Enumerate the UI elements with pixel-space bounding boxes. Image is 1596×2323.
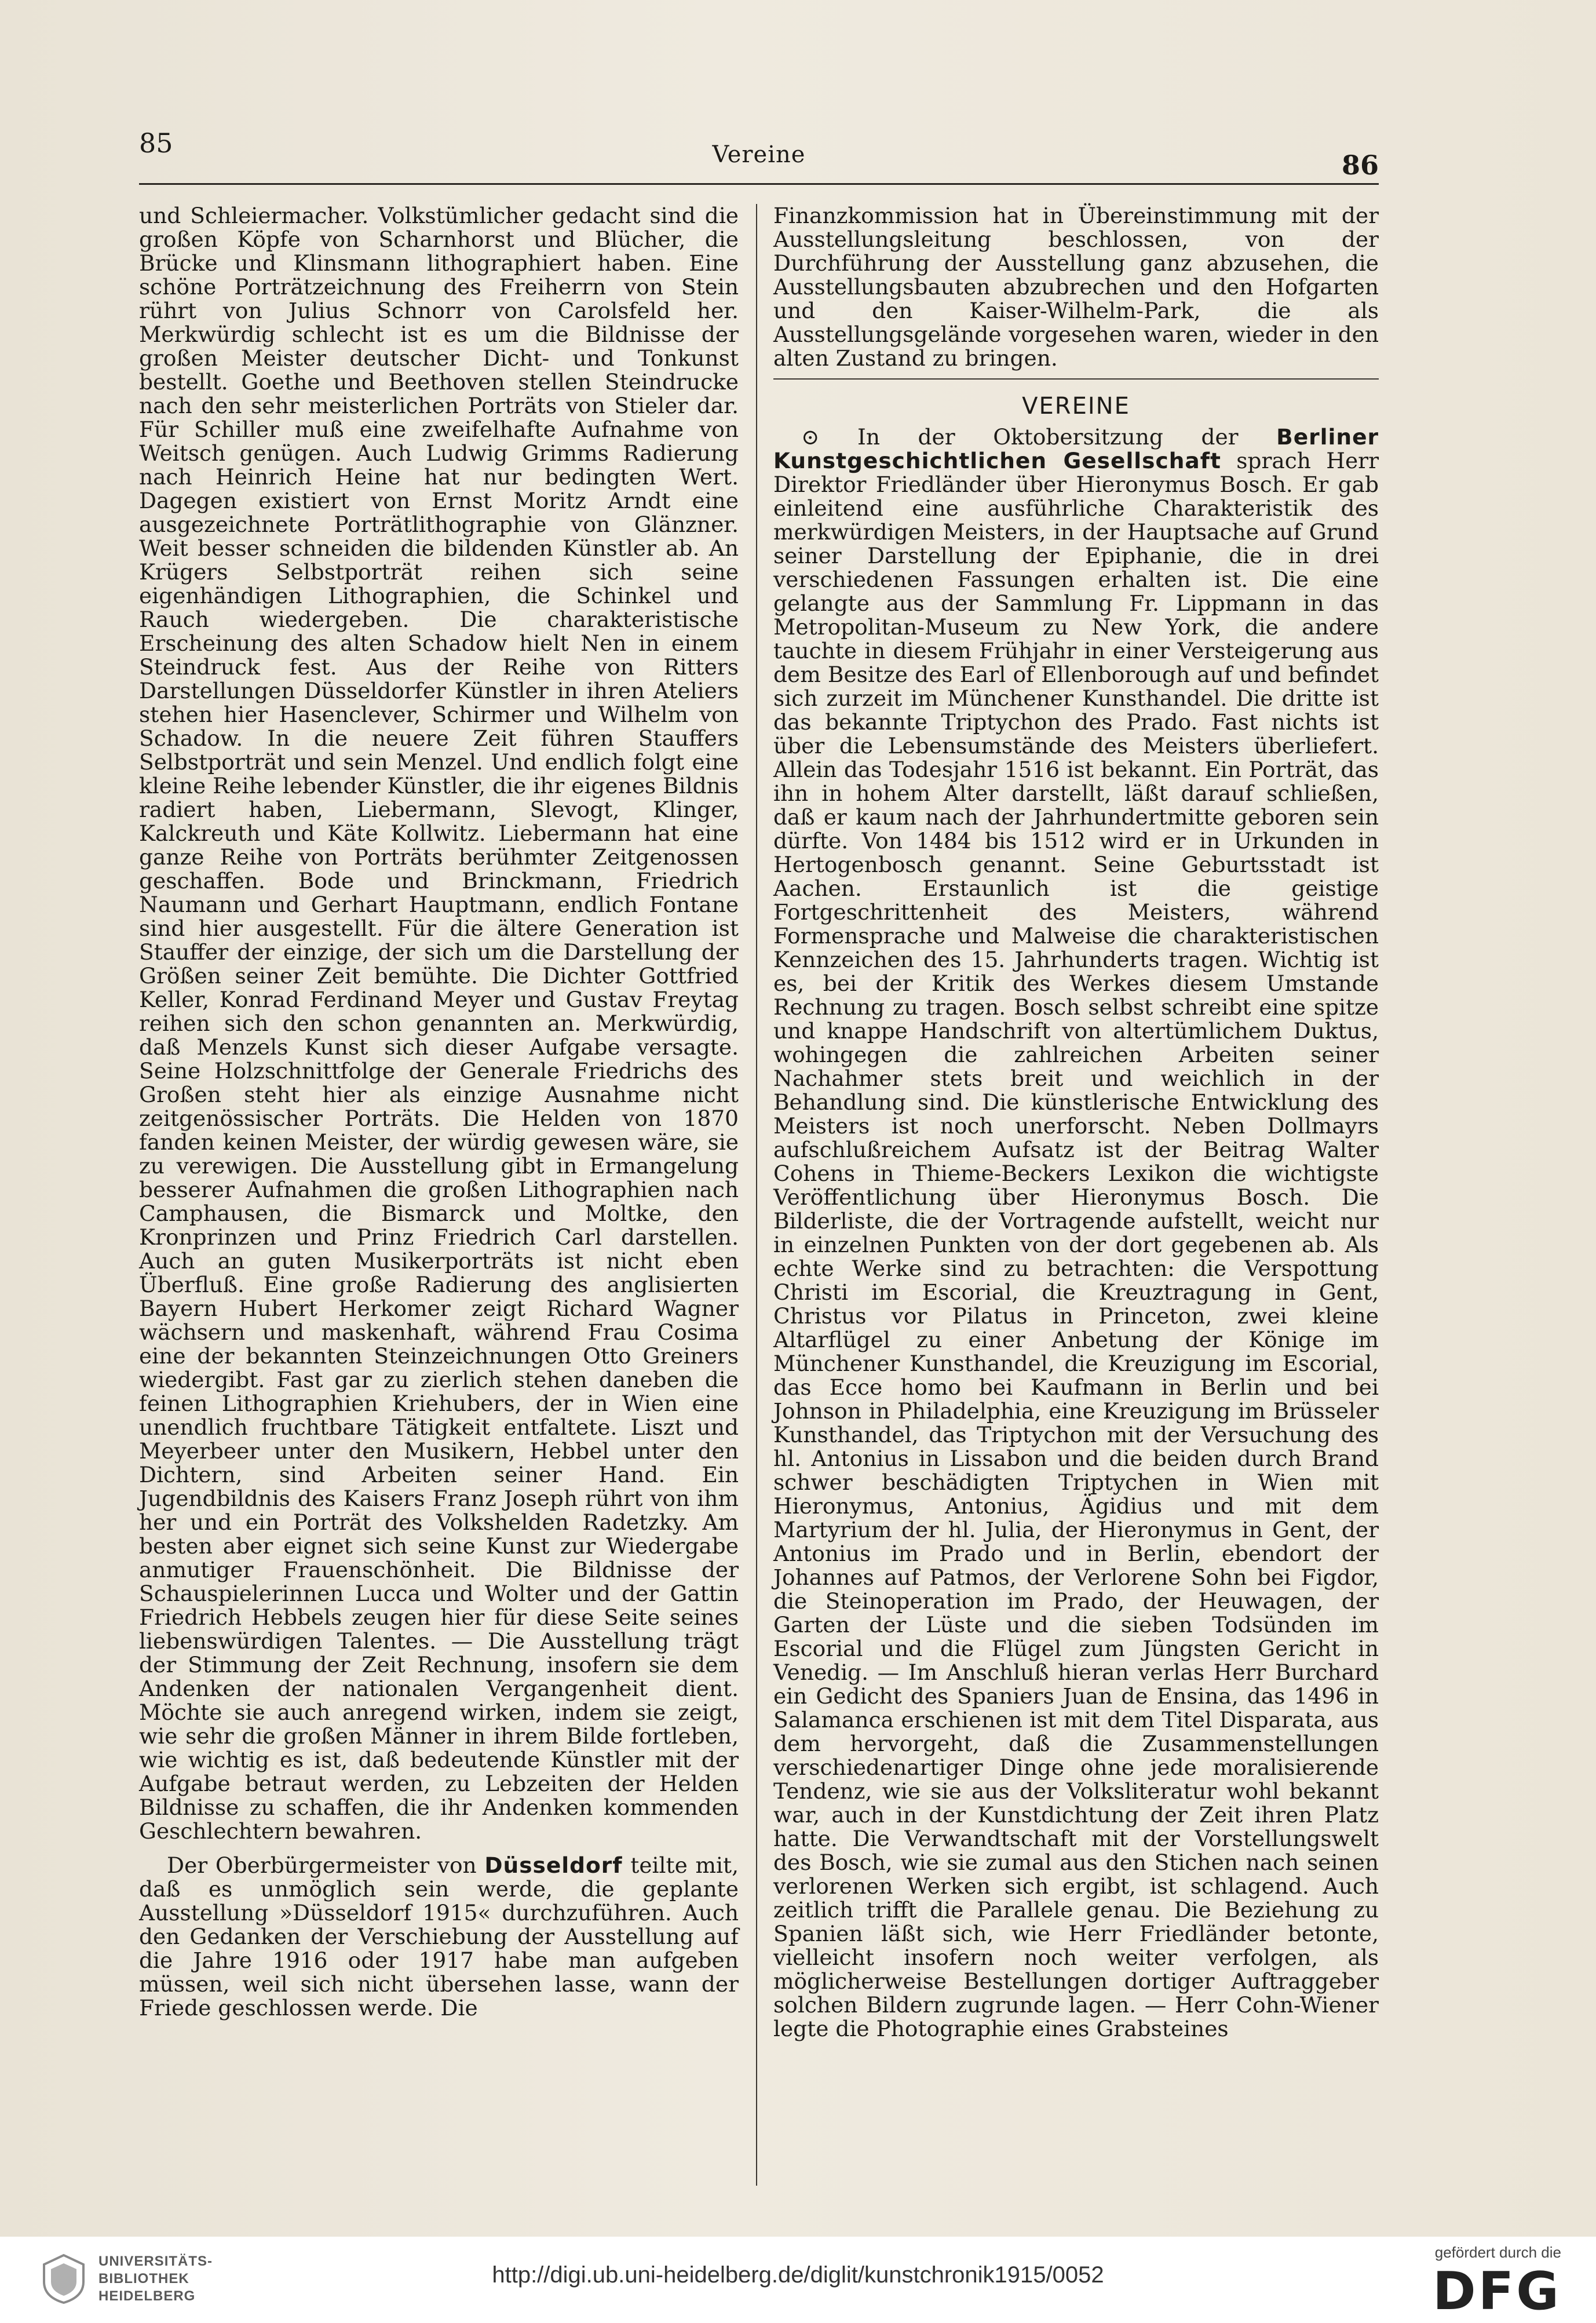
duesseldorf-text-post: teilte mit, daß es unmöglich sein werde, die geplante Ausstellung »Düsseldorf 1915« durchzuführen. Auch den Gedanken der Verschiebung der Ausstellung auf die Jahre 1916 oder 1917 habe man aufgeben müssen, weil sich nicht übersehen lasse, wann der Friede geschlossen werde. Die <box>139 1852 739 2021</box>
page-number-left: 85 <box>139 127 173 159</box>
vereine-article <box>773 425 1379 2041</box>
page-number-right: 86 <box>1341 149 1379 181</box>
university-line: BIBLIOTHEK <box>98 2271 189 2286</box>
right-column <box>773 204 1379 2186</box>
column-rule <box>756 204 757 2186</box>
source-url-link[interactable]: http://digi.ub.uni-heidelberg.de/diglit/kunstchronik1915/0052 <box>492 2262 1104 2288</box>
duesseldorf-text-pre: Der Oberbürgermeister von <box>167 1852 485 1878</box>
running-header <box>139 127 1379 180</box>
dfg-logo: DFG <box>1432 2261 1561 2322</box>
university-line: UNIVERSITÄTS- <box>98 2253 213 2269</box>
duesseldorf-bold: Düsseldorf <box>484 1852 623 1878</box>
university-line: HEIDELBERG <box>98 2288 196 2304</box>
article-text-post: sprach Herr Direktor Friedländer über Hieronymus Bosch. Er gab einleitend eine ausführliche Charakteristik des merkwürdigen Meisters, in der Hauptsache auf Grund seiner Darstellung der Epiphanie, die in drei verschiedenen Fassungen erhalten ist. Die eine gelangte aus der Sammlung Fr. Lippmann in das Metropolitan-Museum zu New York, die andere tauchte in diesem Frühjahr in einer Versteigerung aus dem Besitze des Earl of Ellenborough auf und befindet sich zurzeit im Münchener Kunsthandel. Die dritte ist das bekannte Triptychon des Prado. Fast nichts ist über die Lebensumstände des Meisters überliefert. Allein das Todesjahr 1516 ist bekannt. Ein Porträt, das ihn in hohem Alter darstellt, läßt darauf schließen, daß er kaum nach der Jahrhundertmitte geboren sein dürfte. Von 1484 bis 1512 wird er in Urkunden in Hertogenbosch genannt. Seine Geburtsstadt ist Aachen. Erstaunlich ist die geistige Fortgeschrittenheit des Meisters, während Formensprache und Malweise die charakteristischen Kennzeichen des 15. Jahrhunderts tragen. Wichtig ist es, bei der Kritik des Werkes diesem Umstande Rechnung zu tragen. Bosch selbst schreibt eine spitze und knappe Handschrift von altertümlichem Duktus, wohingegen die zahlreichen Arbeiten seiner Nachahmer stets breit und weichlich in der Behandlung sind. Die künstlerische Entwicklung des Meisters ist noch unerforscht. Neben Dollmayrs aufschlußreichem Aufsatz ist der Beitrag Walter Cohens in Thieme-Beckers Lexikon die wichtigste Veröffentlichung über Hieronymus Bosch. Die Bilderliste, die der Vortragende aufstellt, weicht nur in einzelnen Punkten von der dort gegebenen ab. Als echte Werke sind zu betrachten: die Verspottung Christi im Escorial, die Kreuztragung in Gent, Christus vor Pilatus in Princeton, zwei kleine Altarflügel zu einer Anbetung der Könige im Münchener Kunsthandel, die Kreuzigung im Escorial, das Ecce homo bei Kaufmann in Berlin und bei Johnson in Philadelphia, eine Kreuzigung im Brüsseler Kunsthandel, das Triptychon mit der Versuchung des hl. Antonius in Lissabon und die beiden durch Brand schwer beschädigten Triptychen in Wien mit Hieronymus, Antonius, Ägidius und mit dem Martyrium der hl. Julia, der Hieronymus in Gent, der Antonius im Prado und in Berlin, ebendort der Johannes auf Patmos, der Verlorene Sohn bei Figdor, die Steinoperation im Prado, der Heuwagen, der Garten der Lüste und die sieben Todsünden im Escorial und die Flügel zum Jüngsten Gericht in Venedig. — Im Anschluß hieran verlas Herr Burchard ein Gedicht des Spaniers Juan de Ensina, das 1496 in Salamanca erschienen ist mit dem Titel Disparata, aus dem hervorgeht, daß die Zusammenstellungen verschiedenartiger Dinge ohne jede moralisierende Tendenz, wie sie aus der Volksliteratur wohl bekannt war, auch in der Kunstdichtung der Zeit ihren Platz hatte. Die Verwandtschaft mit der Vorstellungswelt des Bosch, wie sie zumal aus den Stichen nach seinen verlorenen Werken sich ergibt, ist schlagend. Auch zeitlich trifft die Parallele genau. Die Beziehung zu Spanien läßt sich, wie Herr Friedländer betonte, vielleicht insofern noch weiter verfolgen, als möglicherweise Bestellungen dortiger Auftraggeber solchen Bildern zugrunde lagen. — Herr Cohn-Wiener legte die Photographie eines Grabsteines <box>773 448 1379 2041</box>
section-title: VEREINE <box>1022 393 1130 420</box>
right-intro-paragraph: Finanzkommission hat in Übereinstimmung mit der Ausstellungsleitung beschlossen, von der Durchführung der Ausstellung ganz abzusehen, die Ausstellungsbauten abzubrechen und den Hofgarten und den Kaiser-Wilhelm-Park, die als Ausstellungsgelände vorgesehen waren, wieder in den alten Zustand zu bringen. <box>773 203 1379 371</box>
circle-dot-icon: ⊙ <box>801 424 820 450</box>
article-bold: Berliner Kunstgeschichtlichen Gesellschaft <box>773 424 1379 473</box>
duesseldorf-paragraph <box>139 1854 739 2020</box>
article-text-pre: In der Oktobersitzung der <box>819 424 1277 450</box>
left-paragraph: und Schleiermacher. Volkstümlicher gedacht sind die großen Köpfe von Scharnhorst und Blücher, die Brücke und Klinsmann lithographiert haben. Eine schöne Porträtzeichnung des Freiherrn von Stein rührt von Julius Schnorr von Carolsfeld her. Merkwürdig schlecht ist es um die Bildnisse der großen Meister deutscher Dicht- und Tonkunst bestellt. Goethe und Beethoven stellen Steindrucke nach den sehr meisterlichen Porträts von Stieler dar. Für Schiller muß eine zweifelhafte Aufnahme von Weitsch genügen. Auch Ludwig Grimms Radierung nach Heinrich Heine hat nur bedingten Wert. Dagegen existiert von Ernst Moritz Arndt eine ausgezeichnete Porträtlithographie von Glänzner. Weit besser schneiden die bildenden Künstler ab. An Krügers Selbstporträt reihen sich seine eigenhändigen Lithographien, die Schinkel und Rauch wiedergeben. Die charakteristische Erscheinung des alten Schadow hielt Nen in einem Steindruck fest. Aus der Reihe von Ritters Darstellungen Düsseldorfer Künstler in ihren Ateliers stehen hier Hasenclever, Schirmer und Wilhelm von Schadow. In die neuere Zeit führen Stauffers Selbstporträt und sein Menzel. Und endlich folgt eine kleine Reihe lebender Künstler, die ihr eigenes Bildnis radiert haben, Liebermann, Slevogt, Klinger, Kalckreuth und Käte Kollwitz. Liebermann hat eine ganze Reihe von Porträts berühmter Zeitgenossen geschaffen. Bode und Brinckmann, Friedrich Naumann und Gerhart Hauptmann, endlich Fontane sind hier ausgestellt. Für die ältere Generation ist Stauffer der einzige, der sich um die Darstellung der Größen seiner Zeit bemühte. Die Dichter Gottfried Keller, Konrad Ferdinand Meyer und Gustav Freytag reihen sich den schon genannten an. Merkwürdig, daß Menzels Kunst sich dieser Aufgabe versagte. Seine Holzschnittfolge der Generale Friedrichs des Großen steht hier als einzige Ausnahme nicht zeitgenössischer Porträts. Die Helden von 1870 fanden keinen Meister, der würdig gewesen wäre, sie zu verewigen. Die Ausstellung gibt in Ermangelung besserer Aufnahmen die großen Lithographien nach Camphausen, die Bismarck und Moltke, den Kronprinzen und Prinz Friedrich Carl darstellen. Auch an guten Musikerporträts ist nicht eben Überfluß. Eine große Radierung des anglisierten Bayern Hubert Herkomer zeigt Richard Wagner wächsern und maskenhaft, während Frau Cosima eine der bekannten Steinzeichnungen Otto Greiners wiedergibt. Fast gar zu zierlich stehen daneben die feinen Lithographien Kriehubers, der in Wien eine unendlich fruchtbare Tätigkeit entfaltete. Liszt und Meyerbeer unter den Musikern, Hebbel unter den Dichtern, sind Arbeiten seiner Hand. Ein Jugendbildnis des Kaisers Franz Joseph rührt von ihm her und ein Porträt des Volkshelden Radetzky. Am besten aber eignet sich seine Kunst zur Wiedergabe anmutiger Frauenschönheit. Die Bildnisse der Schauspielerinnen Lucca und Wolter und der Gattin Friedrich Hebbels zeugen hier für diese Seite seines liebenswürdigen Talentes. — Die Ausstellung trägt der Stimmung der Zeit Rechnung, insofern sie dem Andenken der nationalen Vergangenheit dient. Möchte sie auch anregend wirken, indem sie zeigt, wie sehr die großen Männer in ihrem Bilde fortleben, wie wichtig es ist, daß bedeutende Künstler mit der Aufgabe betraut werden, zu Lebzeiten der Helden Bildnisse zu schaffen, die ihr Andenken kommenden Geschlechtern bewahren. <box>139 203 739 1844</box>
left-column <box>139 204 739 2186</box>
header-rule <box>139 183 1379 185</box>
section-rule <box>773 378 1379 380</box>
running-title: Vereine <box>712 141 806 168</box>
funded-by-note: gefördert durch die <box>1434 2244 1561 2261</box>
digitization-footer <box>0 2237 1596 2323</box>
